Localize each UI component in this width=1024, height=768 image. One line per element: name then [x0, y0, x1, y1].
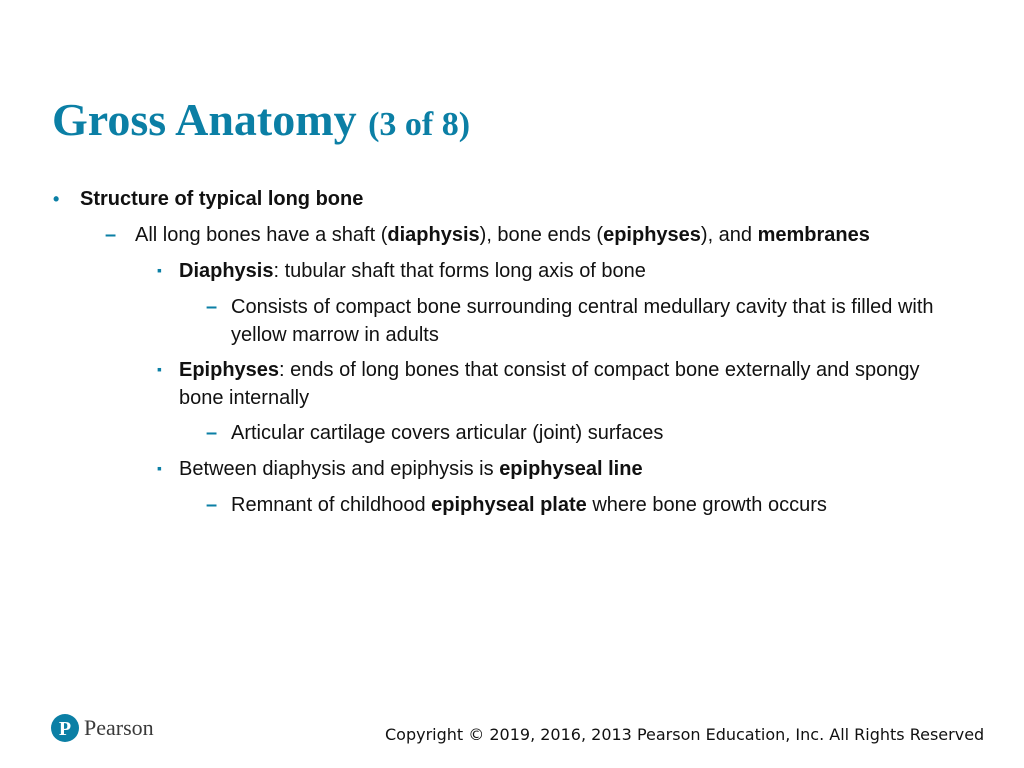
bullet-diaphysis	[157, 257, 959, 285]
bullet-epiphyses	[157, 356, 959, 412]
square-bullet-icon: ▪	[157, 262, 162, 278]
dash-icon: –	[206, 422, 218, 444]
bullet-compact-bone	[206, 293, 951, 349]
term-epiphyses: epiphyses	[603, 224, 701, 246]
dash-icon: –	[206, 494, 218, 516]
bullet-structure	[53, 185, 960, 213]
bullet-text: Articular cartilage covers articular (joint) surfaces	[231, 422, 664, 444]
bullet-articular-cartilage	[206, 419, 951, 447]
logo-wordmark: Pearson	[84, 715, 154, 740]
bullet-long-bones	[105, 221, 995, 249]
pearson-logo	[51, 714, 154, 742]
bullet-text: Between diaphysis and epiphysis is	[179, 458, 500, 480]
bullet-epiphyseal-plate	[206, 491, 951, 519]
bullet-epiphyseal-line	[157, 455, 959, 483]
term-epiphyseal-plate: epiphyseal plate	[431, 494, 587, 516]
square-bullet-icon: ▪	[157, 460, 162, 476]
term-diaphysis: Diaphysis	[179, 260, 274, 282]
title-main: Gross Anatomy	[52, 94, 357, 145]
bullet-text: Consists of compact bone surrounding central medullary cavity that is filled with yellow marrow in adults	[231, 296, 934, 346]
term-diaphysis: diaphysis	[387, 224, 480, 246]
bullet-text: ), and	[700, 224, 758, 246]
dash-icon: –	[105, 224, 117, 246]
term-membranes: membranes	[757, 224, 870, 246]
logo-letter: P	[58, 717, 72, 740]
bullet-dot-icon: •	[53, 189, 60, 209]
pearson-p-icon	[51, 714, 79, 742]
bullet-text: All long bones have a shaft (	[135, 224, 388, 246]
bullet-text: Structure of typical long bone	[80, 188, 364, 210]
term-epiphyseal-line: epiphyseal line	[499, 458, 643, 480]
dash-icon: –	[206, 296, 218, 318]
bullet-text: Remnant of childhood	[231, 494, 432, 516]
bullet-text: : tubular shaft that forms long axis of bone	[273, 260, 646, 282]
bullet-text: ), bone ends (	[479, 224, 604, 246]
copyright-notice: Copyright © 2019, 2016, 2013 Pearson Education, Inc. All Rights Reserved	[385, 725, 985, 744]
title-subtitle: (3 of 8)	[368, 106, 471, 143]
term-epiphyses: Epiphyses	[179, 359, 280, 381]
bullet-text: where bone growth occurs	[586, 494, 827, 516]
bullet-text: : ends of long bones that consist of compact bone externally and spongy bone internally	[179, 359, 920, 409]
square-bullet-icon: ▪	[157, 361, 162, 377]
